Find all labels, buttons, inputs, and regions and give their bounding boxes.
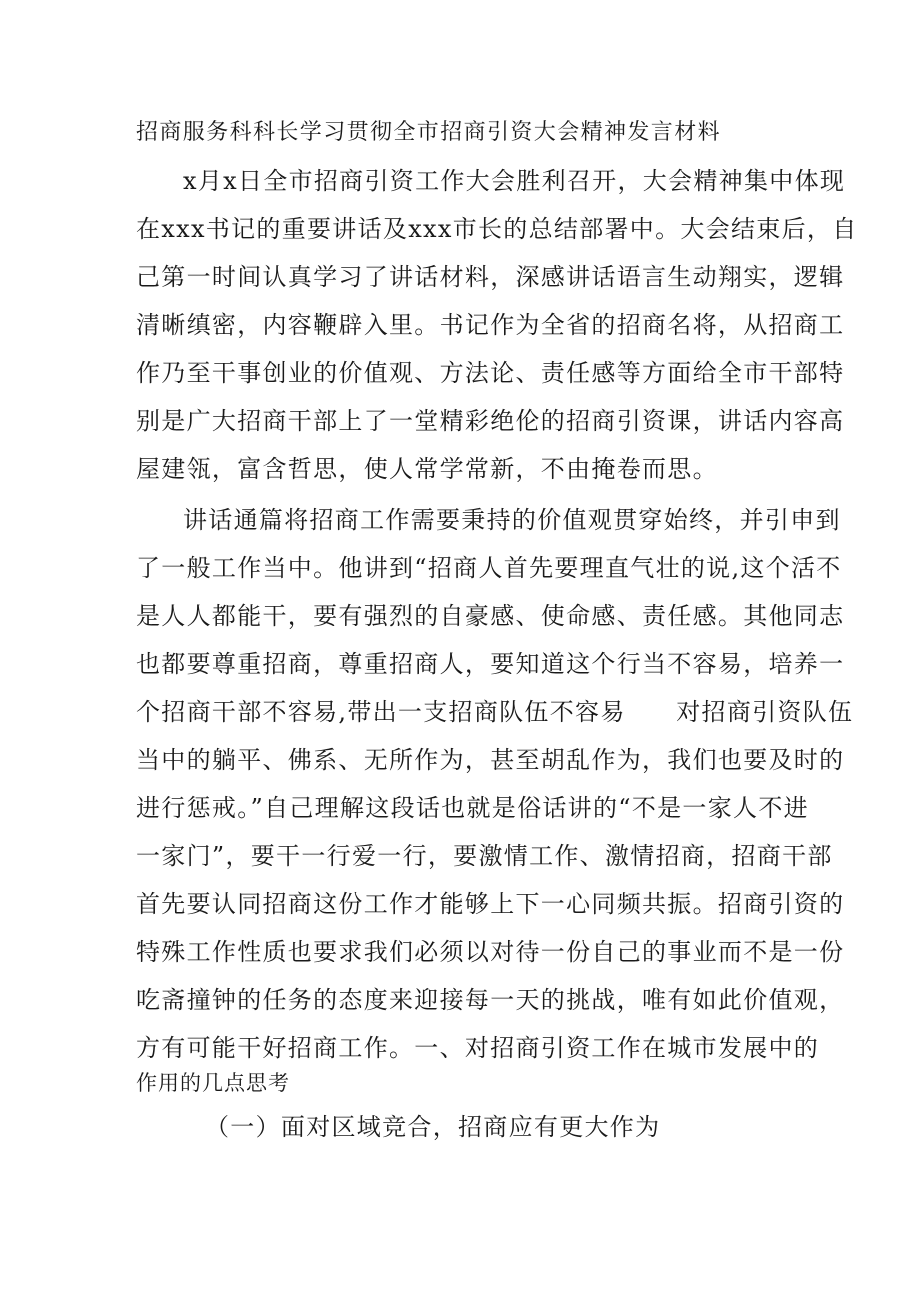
paragraph-line: x月x日全市招商引资工作大会胜利召开，大会精神集中体现 [183,167,846,195]
paragraph-line: 清晰缜密，内容鞭辟入里。书记作为全省的招商名将，从招商工 [136,311,845,339]
paragraph-line: 己第一时间认真学习了讲话材料，深感讲话语言生动翔实，逻辑 [136,263,845,291]
paragraph-line: 别是广大招商干部上了一堂精彩绝伦的招商引资课，讲话内容高 [136,407,845,435]
paragraph-line: 吃斋撞钟的任务的态度来迎接每一天的挑战，唯有如此价值观， [136,986,845,1014]
paragraph-line: 个招商干部不容易,带出一支招商队伍不容易 对招商引资队伍 [136,698,854,726]
paragraph-line: 特殊工作性质也要求我们必须以对待一份自己的事业而不是一份 [136,938,845,966]
paragraph-line: 方有可能干好招商工作。一、对招商引资工作在城市发展中的 [136,1034,820,1062]
paragraph-line: 当中的躺平、佛系、无所作为，甚至胡乱作为，我们也要及时的 [136,746,845,774]
paragraph-line: 屋建瓴，富含哲思，使人常学常新，不由掩卷而思。 [136,455,718,483]
paragraph-line: 也都要尊重招商，尊重招商人，要知道这个行当不容易，培养一 [136,650,845,678]
paragraph-line: 是人人都能干，要有强烈的自豪感、使命感、责任感。其他同志 [136,602,845,630]
paragraph-line: 作乃至干事创业的价值观、方法论、责任感等方面给全市干部特 [136,359,845,387]
document-title: 招商服务科科长学习贯彻全市招商引资大会精神发言材料 [136,120,722,145]
paragraph-line: 一家门”，要干一行爱一行，要激情工作、激情招商，招商干部 [136,842,833,870]
paragraph-line: 进行惩戒。”自己理解这段话也就是俗话讲的“不是一家人不进 [136,794,809,822]
section-heading: （一）面对区域竞合，招商应有更大作为 [205,1113,661,1141]
paragraph-line: 作用的几点思考 [136,1071,290,1095]
paragraph-line: 讲话通篇将招商工作需要秉持的价值观贯穿始终，并引申到 [183,506,841,534]
paragraph-line: 在xxx书记的重要讲话及xxx市长的总结部署中。大会结束后，自 [136,215,858,243]
paragraph-line: 了一般工作当中。他讲到“招商人首先要理直气壮的说,这个活不 [136,554,842,582]
paragraph-line: 首先要认同招商这份工作才能够上下一心同频共振。招商引资的 [136,890,845,918]
